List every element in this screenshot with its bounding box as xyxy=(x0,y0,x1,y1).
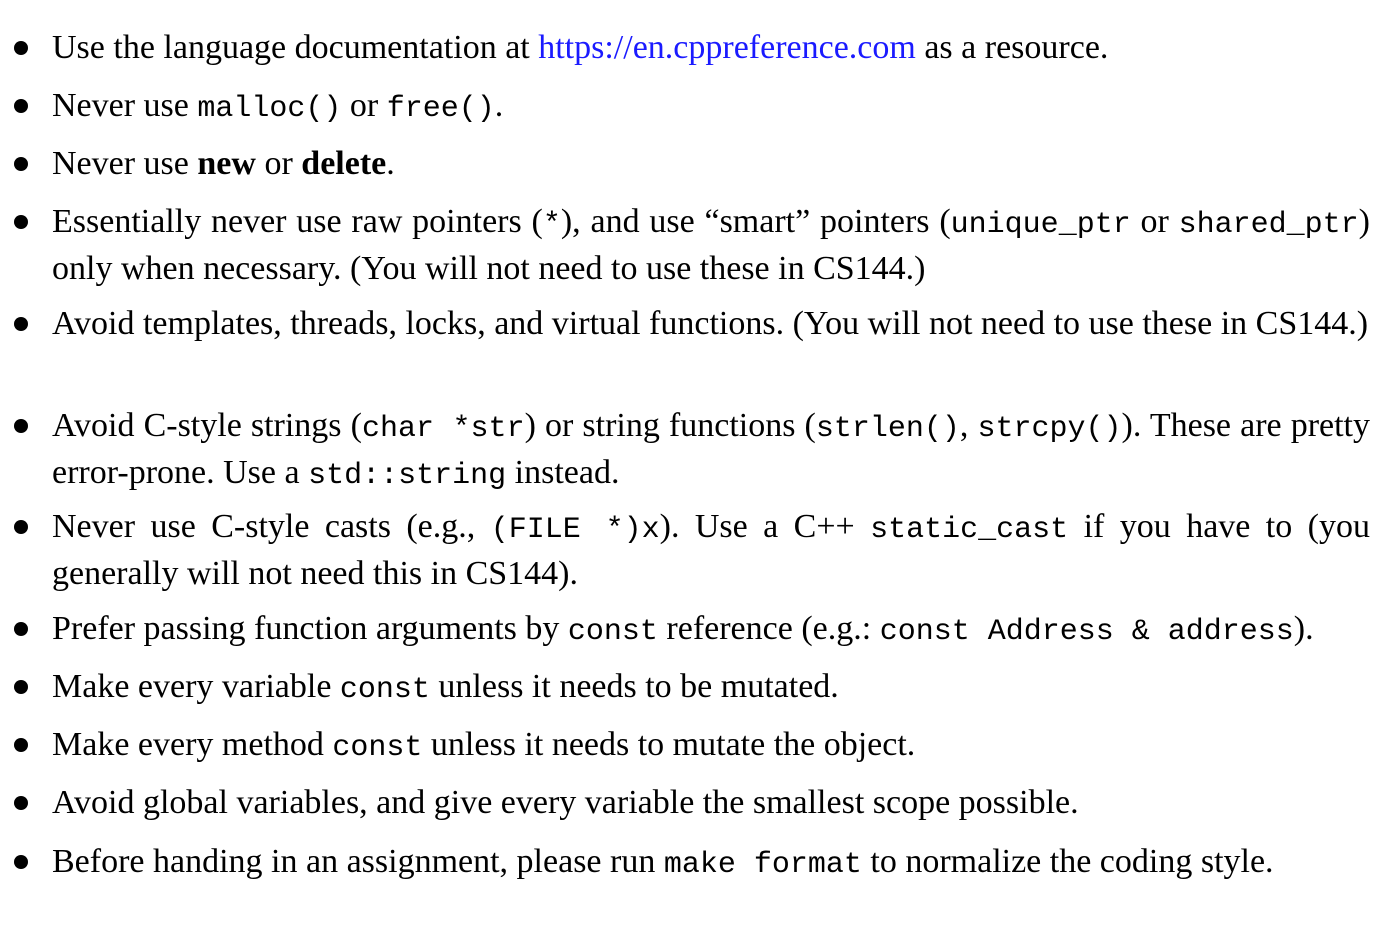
keyword-new: new xyxy=(197,145,256,182)
item-text: to normalize the coding style. xyxy=(861,843,1274,880)
code-strcpy: strcpy() xyxy=(977,412,1122,446)
item-text: or xyxy=(255,145,302,182)
code-std-string: std::string xyxy=(308,459,507,493)
code-pointer-star: * xyxy=(542,208,561,242)
list-item xyxy=(52,723,1370,770)
code-char-str: char *str xyxy=(361,412,525,446)
item-text: ). xyxy=(1293,610,1314,647)
code-const-address: const Address & address xyxy=(879,615,1294,649)
code-const: const xyxy=(339,673,430,707)
item-text: . xyxy=(494,87,504,124)
code-const: const xyxy=(332,731,423,765)
item-text: Never use xyxy=(52,145,198,182)
list-item xyxy=(52,404,1370,498)
item-text: Before handing in an assignment, please run xyxy=(52,843,664,880)
item-text: Essentially never use raw pointers ( xyxy=(52,203,543,240)
item-text: , xyxy=(959,407,978,444)
item-text: unless it needs to be mutated. xyxy=(429,668,839,705)
list-item xyxy=(52,607,1370,654)
code-const: const xyxy=(567,615,658,649)
item-text: ). These are pretty error-prone. Use a xyxy=(52,407,1371,491)
item-text: or xyxy=(1130,203,1179,240)
list-item xyxy=(52,665,1370,712)
item-text: . xyxy=(386,145,395,182)
item-text: Never use C-style casts (e.g., xyxy=(52,508,491,545)
bullet-icon xyxy=(14,215,28,229)
code-free: free() xyxy=(386,92,495,126)
item-text: reference (e.g.: xyxy=(657,610,880,647)
item-text: Avoid global variables, and give every variable the smallest scope possible. xyxy=(52,784,1079,821)
item-text: ) or string functions ( xyxy=(524,407,816,444)
list-item xyxy=(52,505,1370,596)
item-text: or xyxy=(341,87,387,124)
bullet-icon xyxy=(14,680,28,694)
code-strlen: strlen() xyxy=(815,412,960,446)
code-static-cast: static_cast xyxy=(870,513,1069,547)
item-text: Use the language documentation at xyxy=(52,29,539,66)
list-item xyxy=(52,840,1370,887)
item-text: Make every variable xyxy=(52,668,340,705)
item-text: Avoid C-style strings ( xyxy=(52,407,362,444)
keyword-delete: delete xyxy=(301,145,387,182)
bullet-icon xyxy=(14,520,28,534)
list-item xyxy=(52,142,1370,186)
bullet-icon xyxy=(14,99,28,113)
item-text: Avoid templates, threads, locks, and virtual functions. (You will not need to use these in CS144.) xyxy=(52,305,1369,342)
item-text: ). Use a C++ xyxy=(659,508,871,545)
code-unique-ptr: unique_ptr xyxy=(950,208,1131,242)
item-text: instead. xyxy=(506,454,620,491)
list-item xyxy=(52,200,1370,291)
bullet-icon xyxy=(14,317,28,331)
item-text: ) only when necessary. (You will not need to use these in CS144.) xyxy=(52,203,1370,287)
bullet-icon xyxy=(14,419,28,433)
code-malloc: malloc() xyxy=(197,92,342,126)
item-text: Make every method xyxy=(52,726,333,763)
list-item xyxy=(52,26,1370,70)
bullet-icon xyxy=(14,622,28,636)
list-item xyxy=(52,302,1370,346)
bullet-icon xyxy=(14,738,28,752)
item-text: unless it needs to mutate the object. xyxy=(422,726,916,763)
code-file-cast: (FILE *)x xyxy=(490,513,660,547)
list-item xyxy=(52,84,1370,131)
item-text: ), and use “smart” pointers ( xyxy=(560,203,951,240)
item-text: as a resource. xyxy=(915,29,1109,66)
bullet-icon xyxy=(14,157,28,171)
code-make-format: make format xyxy=(663,848,862,882)
code-shared-ptr: shared_ptr xyxy=(1178,208,1359,242)
bullet-icon xyxy=(14,855,28,869)
item-text: Never use xyxy=(52,87,198,124)
bullet-icon xyxy=(14,41,28,55)
list-item xyxy=(52,781,1370,825)
item-text: if you have to (you generally will not need this in CS144). xyxy=(52,508,1370,592)
item-text: Prefer passing function arguments by xyxy=(52,610,568,647)
bullet-icon xyxy=(14,796,28,810)
cppreference-link[interactable]: https://en.cppreference.com xyxy=(538,29,916,66)
